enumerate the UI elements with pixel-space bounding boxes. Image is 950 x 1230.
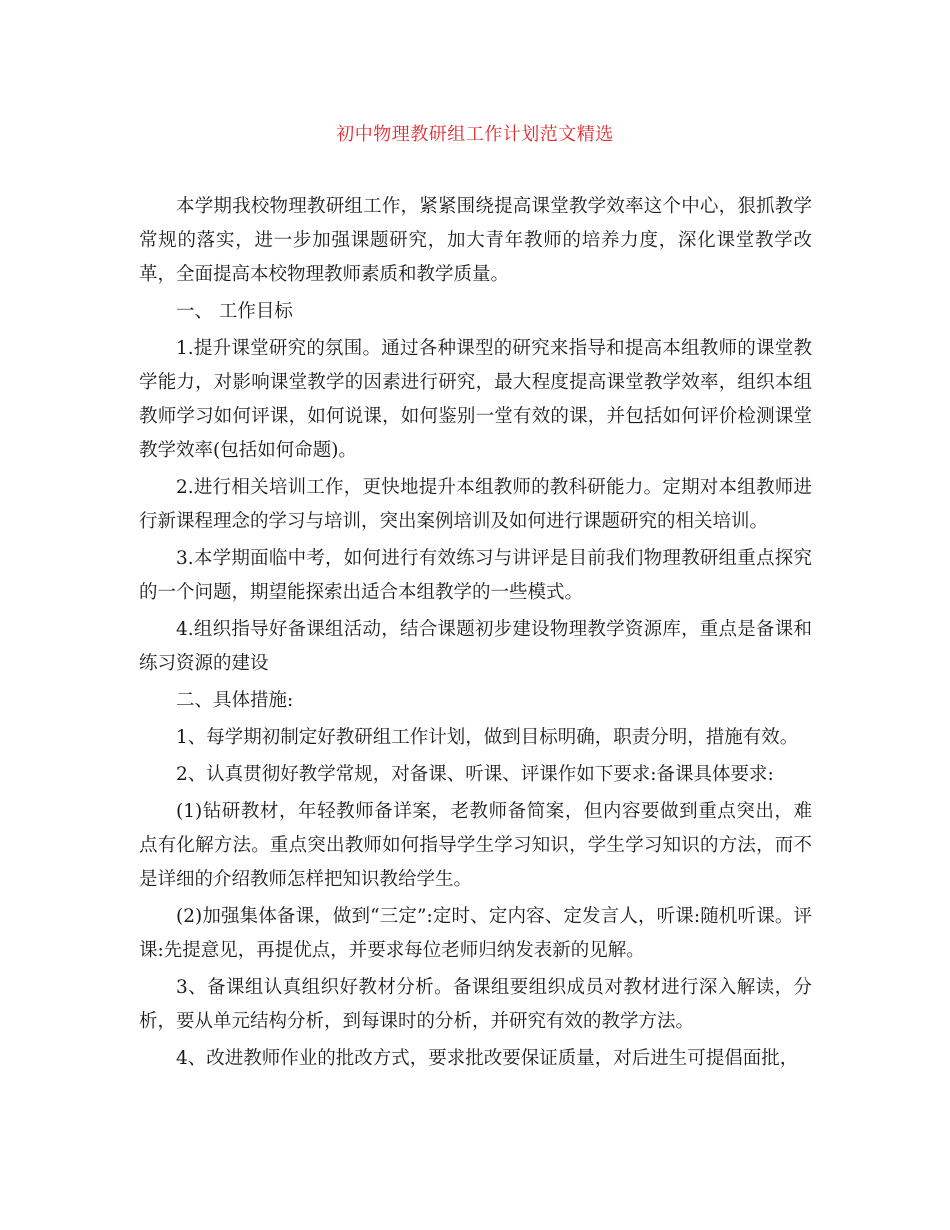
goal-item-3: 3.本学期面临中考，如何进行有效练习与讲评是目前我们物理教研组重点探究的一个问题，期望能探索出适合本组教学的一些模式。 (139, 548, 812, 603)
measure-item-1: 1、每学期初制定好教研组工作计划，做到目标明确，职责分明，措施有效。 (176, 727, 799, 748)
document-title: 初中物理教研组工作计划范文精选 (336, 124, 614, 145)
section-heading-measures: 二、具体措施: (176, 690, 294, 711)
intro-paragraph: 本学期我校物理教研组工作，紧紧围绕提高课堂教学效率这个中心，狠抓教学常规的落实，进一步加强课题研究，加大青年教师的培养力度，深化课堂教学改革，全面提高本校物理教师素质和教学质量。 (139, 196, 812, 285)
measure-subitem-2: (2)加强集体备课，做到“三定”:定时、定内容、定发言人，听课:随机听课。评课:先提意见，再提优点，并要求每位老师归纳发表新的见解。 (139, 906, 812, 961)
goal-item-2: 2.进行相关培训工作，更快地提升本组教师的教科研能力。定期对本组教师进行新课程理念的学习与培训，突出案例培训及如何进行课题研究的相关培训。 (139, 477, 812, 532)
document-body (139, 190, 812, 1079)
measure-item-3: 3、备课组认真组织好教材分析。备课组要组织成员对教材进行深入解读，分析，要从单元结构分析，到每课时的分析，并研究有效的教学方法。 (139, 977, 812, 1032)
goal-item-1: 1.提升课堂研究的氛围。通过各种课型的研究来指导和提高本组教师的课堂教学能力，对影响课堂教学的因素进行研究，最大程度提高课堂教学效率，组织本组教师学习如何评课，如何说课，如何鉴别一堂有效的课，并包括如何评价检测课堂教学效率(包括如何命题)。 (139, 338, 812, 461)
section-heading-goals: 一、 工作目标 (176, 301, 293, 322)
measure-item-4: 4、改进教师作业的批改方式，要求批改要保证质量，对后进生可提倡面批， (176, 1048, 799, 1069)
measure-subitem-1: (1)钻研教材，年轻教师备详案，老教师备简案，但内容要做到重点突出，难点有化解方法。重点突出教师如何指导学生学习知识，学生学习知识的方法，而不是详细的介绍教师怎样把知识教给学生。 (139, 801, 812, 890)
measure-item-2: 2、认真贯彻好教学常规，对备课、听课、评课作如下要求:备课具体要求: (176, 764, 774, 785)
goal-item-4: 4.组织指导好备课组活动，结合课题初步建设物理教学资源库，重点是备课和练习资源的建设 (139, 619, 812, 674)
